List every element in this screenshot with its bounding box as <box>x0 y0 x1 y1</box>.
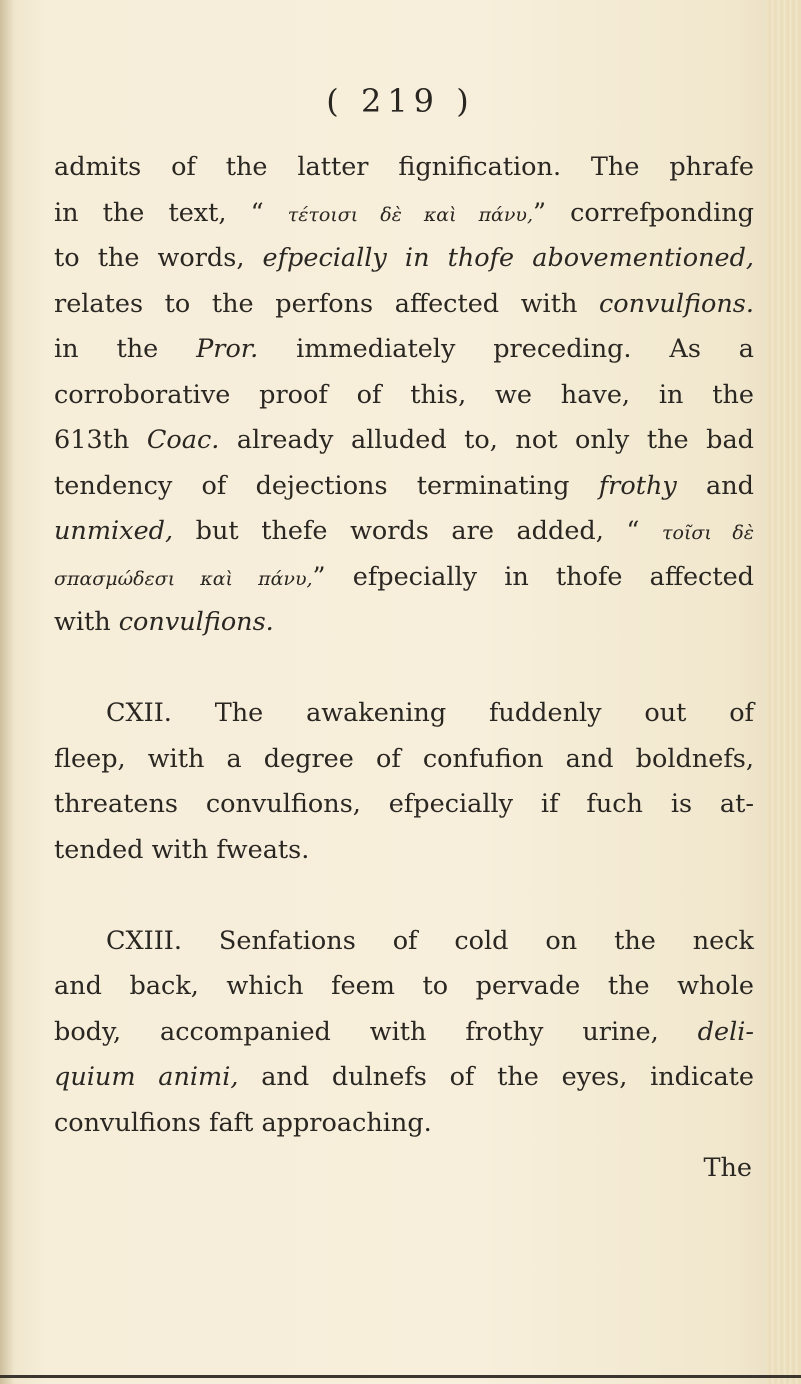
text-span: but thefe words are added, “ <box>173 516 663 546</box>
greek-quote: τοῖσι δὲ <box>662 522 754 544</box>
text-line <box>54 737 754 783</box>
catchword: The <box>703 1153 752 1183</box>
text-span: to the words, <box>54 243 263 273</box>
text-span: corroborative proof of this, we have, in the <box>54 379 754 410</box>
text-span: admits of the latter fignification. The phrafe <box>54 152 754 182</box>
text-span: threatens convulfions, efpecially if fuch is at- <box>54 789 754 819</box>
text-line <box>54 464 754 510</box>
text-line <box>54 1010 754 1056</box>
bottom-rule <box>0 1375 801 1378</box>
text-span: convulfions faft approaching. <box>54 1107 432 1138</box>
text-span: body, accompanied with frothy urine, <box>54 1016 698 1047</box>
page-gutter-shadow <box>0 0 14 1384</box>
text-line <box>54 919 754 965</box>
text-line <box>54 828 754 874</box>
page-number-header: ( 219 ) <box>326 82 475 120</box>
text-span: 613th <box>54 425 147 455</box>
text-span: fleep, with a degree of confufion and boldnefs, <box>54 743 754 774</box>
italic-span: convulfions. <box>598 288 754 319</box>
text-line <box>54 327 754 373</box>
text-line <box>54 509 754 555</box>
italic-span: Coac. <box>146 425 220 455</box>
italic-span: convulfions. <box>118 607 274 637</box>
text-line <box>54 555 754 601</box>
text-span: tendency of dejections terminating <box>54 470 599 501</box>
text-line <box>54 600 754 646</box>
text-span: and dulnefs of the eyes, indicate <box>238 1062 754 1092</box>
text-span: immediately preceding. As a <box>258 334 754 364</box>
page-edge <box>767 0 801 1384</box>
text-line <box>54 191 754 237</box>
text-line <box>54 782 754 828</box>
text-line <box>54 236 754 282</box>
body-text <box>54 145 754 1192</box>
text-span: tended with fweats. <box>54 834 310 865</box>
text-span: CXII. The awakening fuddenly out of <box>106 698 754 728</box>
text-span: ” correfponding <box>533 197 754 228</box>
text-span: with <box>54 607 119 637</box>
greek-quote: τέτοισι δὲ καὶ πάνυ, <box>287 203 534 226</box>
italic-span: unmixed, <box>54 516 174 546</box>
italic-span: Pror. <box>196 334 259 364</box>
text-line <box>54 691 754 737</box>
text-span: already alluded to, not only the bad <box>219 425 754 455</box>
text-span: and back, which feem to pervade the whole <box>54 971 754 1001</box>
italic-span: efpecially in thofe abovementioned, <box>262 243 755 273</box>
text-line <box>54 964 754 1010</box>
paragraph-gap <box>54 873 754 919</box>
text-span: ” efpecially in thofe affected <box>312 561 754 592</box>
text-span: in the <box>54 334 197 364</box>
text-line <box>54 282 754 328</box>
greek-quote: σπασμώδεσι καὶ πάνυ, <box>54 567 313 590</box>
text-line <box>54 418 754 464</box>
italic-span: quium animi, <box>54 1062 239 1092</box>
italic-span: frothy <box>598 470 677 501</box>
text-line <box>54 145 754 191</box>
paragraph-gap <box>54 646 754 692</box>
text-span: relates to the perfons affected with <box>54 288 599 319</box>
text-line <box>54 1101 754 1147</box>
text-line <box>54 373 754 419</box>
italic-span: deli- <box>697 1016 754 1047</box>
text-line <box>54 1055 754 1101</box>
text-span: in the text, “ <box>54 197 288 228</box>
text-span: CXIII. Senfations of cold on the neck <box>106 925 754 956</box>
text-span: and <box>676 470 754 501</box>
